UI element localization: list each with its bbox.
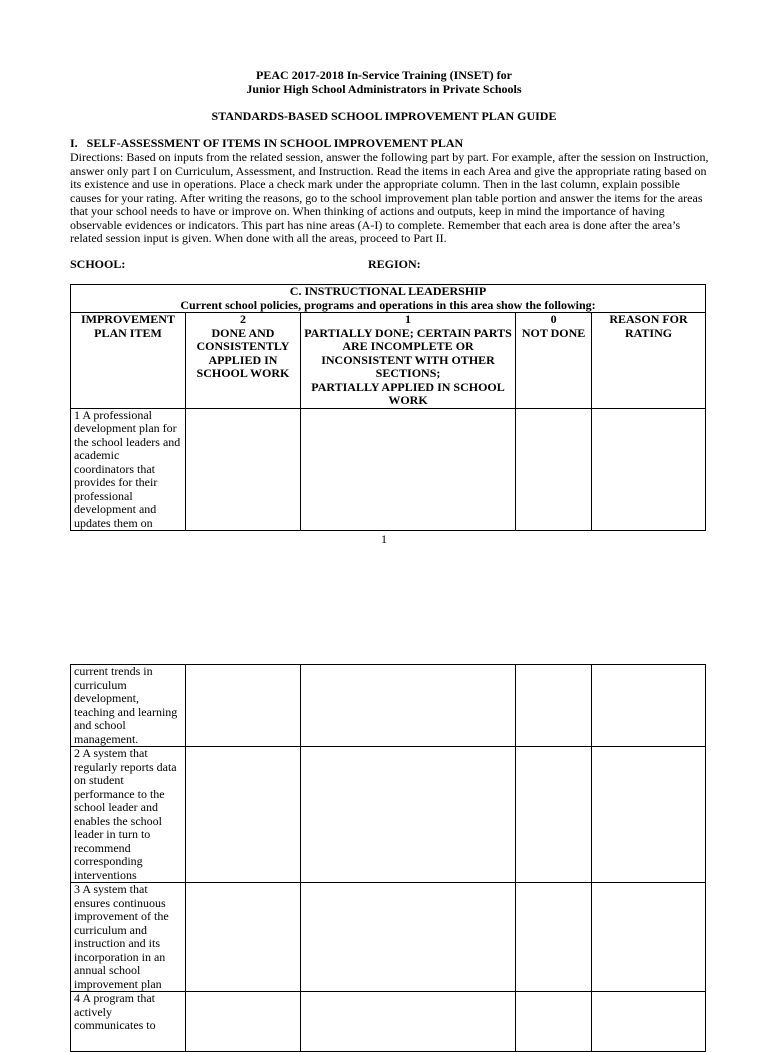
table-row <box>71 747 706 883</box>
item-cell: current trends in curriculum development, teaching and learning and school management. <box>71 665 186 747</box>
rating-0-cell[interactable] <box>516 883 592 992</box>
rating-1-cell[interactable] <box>300 408 515 531</box>
rating-0-cell[interactable] <box>516 747 592 883</box>
reason-cell[interactable] <box>592 883 706 992</box>
rating-0-cell[interactable] <box>516 408 592 531</box>
section-heading: I. SELF-ASSESSMENT OF ITEMS IN SCHOOL IMPROVEMENT PLAN <box>70 136 464 150</box>
column-header-not-done: 0 NOT DONE <box>516 313 592 409</box>
item-cell: 2 A system that regularly reports data on student performance to the school leader and enables the school leader in turn to recommend corresponding interventions <box>71 747 186 883</box>
rating-2-cell[interactable] <box>185 665 300 747</box>
school-label: SCHOOL: <box>70 257 126 271</box>
table-row <box>71 665 706 747</box>
area-title: C. INSTRUCTIONAL LEADERSHIP <box>289 284 487 298</box>
item-cell: 4 A program that actively communicates to <box>71 992 186 1052</box>
table-row <box>71 408 706 531</box>
reason-cell[interactable] <box>592 747 706 883</box>
reason-cell[interactable] <box>592 665 706 747</box>
rating-2-cell[interactable] <box>185 747 300 883</box>
rating-2-cell[interactable] <box>185 883 300 992</box>
rating-0-cell[interactable] <box>516 665 592 747</box>
rating-1-cell[interactable] <box>300 747 515 883</box>
table-row <box>71 992 706 1052</box>
column-header-reason: REASON FOR RATING <box>592 313 706 409</box>
page-break <box>0 560 768 664</box>
document-title: STANDARDS-BASED SCHOOL IMPROVEMENT PLAN GUIDE <box>211 109 557 123</box>
rating-2-cell[interactable] <box>185 408 300 531</box>
rating-2-cell[interactable] <box>185 992 300 1052</box>
region-label: REGION: <box>368 257 421 271</box>
rating-1-cell[interactable] <box>300 665 515 747</box>
self-assessment-table-continued <box>70 664 706 1052</box>
self-assessment-table <box>70 284 706 531</box>
rating-1-cell[interactable] <box>300 992 515 1052</box>
rating-0-cell[interactable] <box>516 992 592 1052</box>
training-subtitle: Junior High School Administrators in Private Schools <box>246 82 522 96</box>
column-header-done: 2 DONE AND CONSISTENTLY APPLIED IN SCHOOL WORK <box>185 313 300 409</box>
column-header-partially-done: 1 PARTIALLY DONE; CERTAIN PARTS ARE INCOMPLETE OR INCONSISTENT WITH OTHER SECTIONS; PARTIALLY APPLIED IN SCHOOL WORK <box>300 313 515 409</box>
reason-cell[interactable] <box>592 992 706 1052</box>
training-title: PEAC 2017-2018 In-Service Training (INSET) for <box>256 68 512 82</box>
area-subtitle: Current school policies, programs and operations in this area show the following: <box>180 297 596 312</box>
column-header-item: IMPROVEMENT PLAN ITEM <box>71 313 186 409</box>
directions-paragraph: Directions: Based on inputs from the related session, answer the following part by part. For example, after the session on Instruction, answer only part I on Curriculum, Assessment, and Instruction. Read the items in each Area and give the appropriate rating based on its existence and use in operations. Place a check mark under the appropriate column. Then in the last column, explain possible causes for your rating. After writing the reasons, go to the school improvement plan table portion and answer the items for the areas that your school needs to have or improve on. When thinking of actions and outputs, keep in mind the importance of having observable evidences or indicators. This part has nine areas (A-I) to complete. Remember that each area is done after the area’s related session input is given. When done with all the areas, proceed to Part II. <box>70 150 709 245</box>
page-number: 1 <box>381 532 387 546</box>
table-row <box>71 883 706 992</box>
reason-cell[interactable] <box>592 408 706 531</box>
item-cell: 3 A system that ensures continuous improvement of the curriculum and instruction and its incorporation in an annual school improvement plan <box>71 883 186 992</box>
area-header <box>71 285 706 313</box>
item-cell: 1 A professional development plan for the school leaders and academic coordinators that provides for their professional development and updates them on <box>71 408 186 531</box>
rating-1-cell[interactable] <box>300 883 515 992</box>
